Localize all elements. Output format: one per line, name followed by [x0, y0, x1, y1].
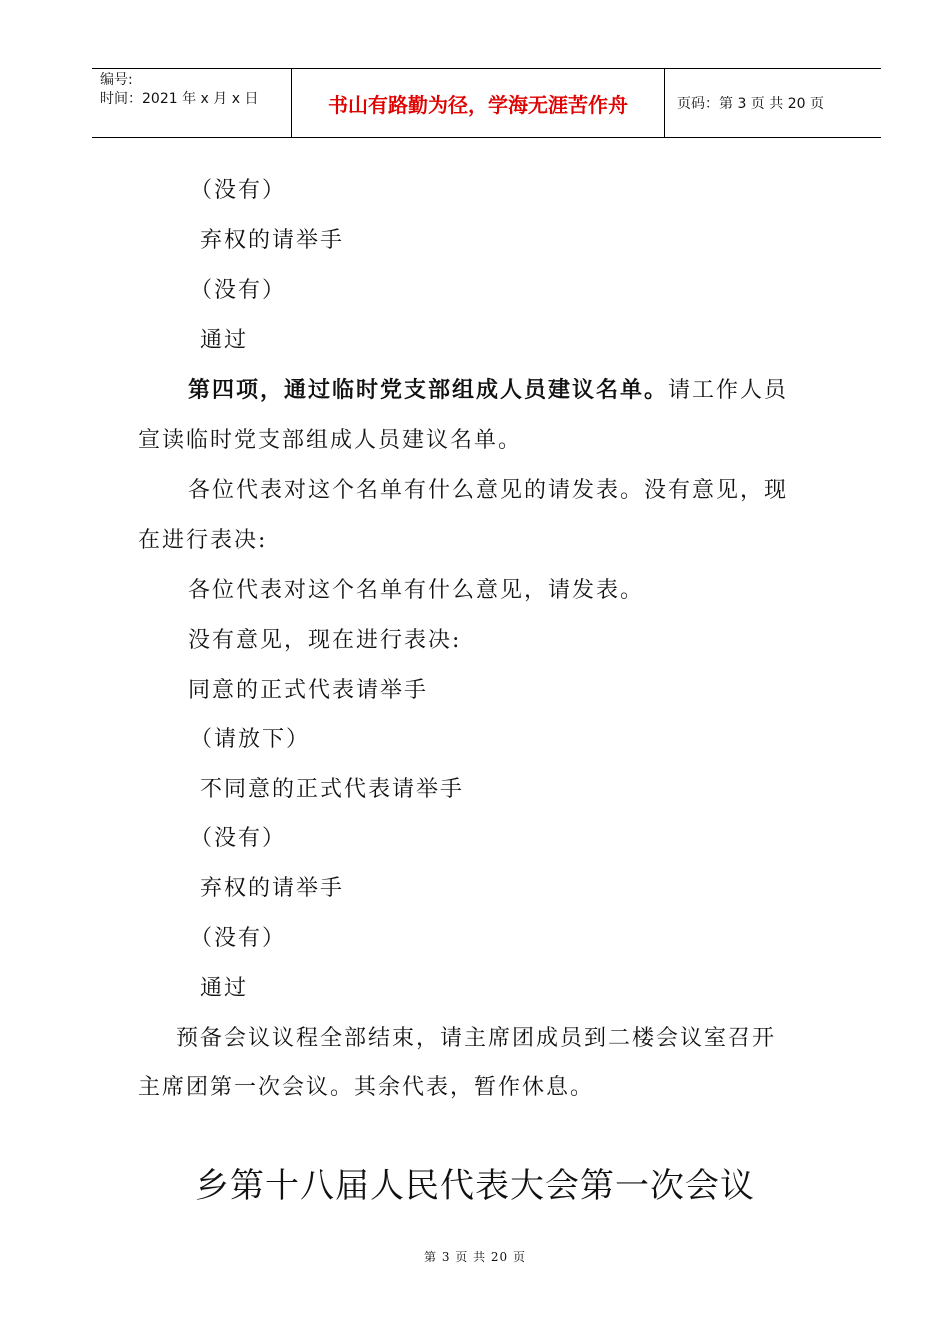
text-line: 通过 [200, 976, 249, 1001]
header-page-info: 页码：第 3 页 共 20 页 [677, 96, 824, 112]
text-line: 没有意见，现在进行表决: [188, 628, 462, 653]
text-line: 不同意的正式代表请举手 [200, 777, 465, 802]
text-line: 宣读临时党支部组成人员建议名单。 [138, 428, 523, 453]
serial-label: 编号: [100, 72, 133, 88]
text-line: 弃权的请举手 [200, 228, 345, 253]
text-line: （没有） [190, 178, 287, 203]
text-line: （没有） [190, 826, 287, 851]
text-line: 在进行表决: [138, 528, 268, 553]
text-line: （请放下） [190, 727, 311, 752]
header-motto: 书山有路勤为径，学海无涯苦作舟 [292, 69, 665, 137]
text-line: 主席团第一次会议。其余代表，暂作休息。 [138, 1075, 595, 1100]
section-title: 乡第十八届人民代表大会第一次会议 [195, 1166, 755, 1206]
text-line: 弃权的请举手 [200, 876, 345, 901]
item4-paragraph [188, 373, 788, 404]
text-line: 通过 [200, 328, 249, 353]
text-line: 预备会议议程全部结束，请主席团成员到二楼会议室召开 [176, 1026, 777, 1051]
time-label: 时间：2021 年 x 月 x 日 [100, 91, 259, 107]
text-line: 各位代表对这个名单有什么意见，请发表。 [188, 578, 645, 603]
text-line: 同意的正式代表请举手 [188, 678, 429, 703]
header-meta [92, 69, 292, 137]
item4-heading: 第四项，通过临时党支部组成人员建议名单。 [188, 377, 669, 403]
text-line: （没有） [190, 278, 287, 303]
item4-text: 请工作人员 [668, 378, 789, 403]
text-line: 各位代表对这个名单有什么意见的请发表。没有意见，现 [188, 478, 789, 503]
text-line: （没有） [190, 926, 287, 951]
page-footer: 第 3 页 共 20 页 [424, 1250, 526, 1264]
page-header [92, 68, 881, 138]
